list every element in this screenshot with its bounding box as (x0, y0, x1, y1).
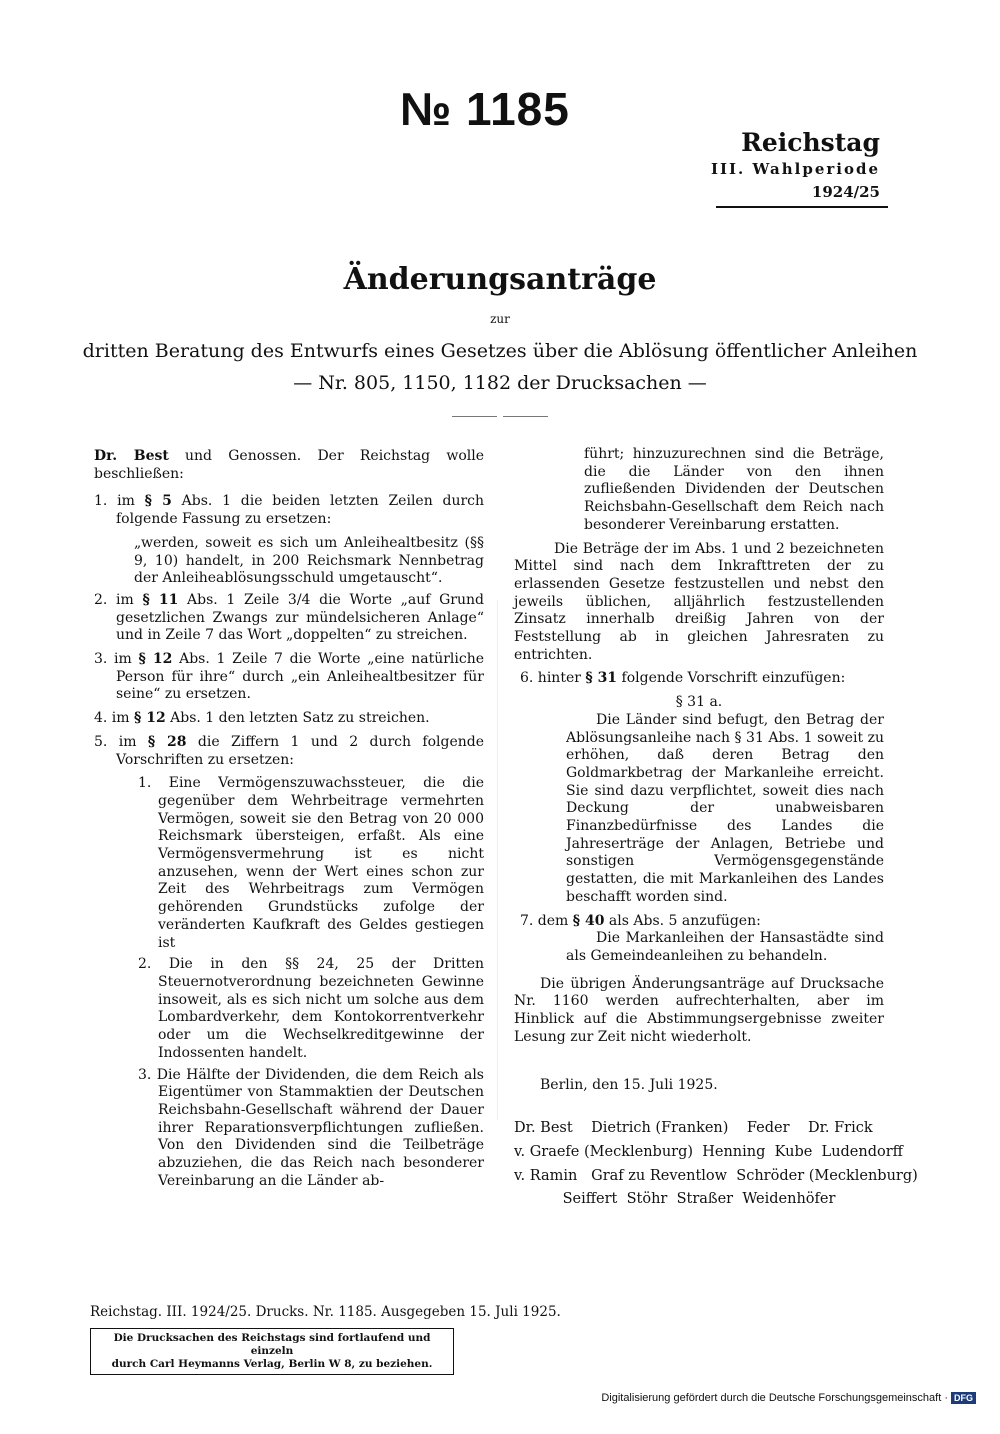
dfg-logo: DFG (951, 1392, 976, 1404)
item-text: die Ziffern 1 und 2 durch folgende Vorschriften zu ersetzen: (116, 733, 485, 768)
signature-line: Dr. Best Dietrich (Franken) Feder Dr. Frick (514, 1120, 873, 1137)
header-rule (716, 206, 888, 208)
amendment-item-7-quote: Die Markanleihen der Hansastädte sind als Gemeindeanleihen zu behandeln. (566, 930, 884, 964)
item-lead: 7. dem (520, 912, 573, 929)
signature-line: v. Ramin Graf zu Reventlow Schröder (Mecklenburg) (514, 1167, 918, 1184)
session-years: 1924/25 (811, 183, 880, 201)
signature-line: Seiffert Stöhr Straßer Weidenhöfer (562, 1191, 836, 1208)
amendment-item-1 (94, 493, 484, 528)
publisher-notice-line-2: durch Carl Heymanns Verlag, Berlin W 8, zu beziehen. (111, 1358, 433, 1370)
item-text: Abs. 1 Zeile 7 die Worte „eine natürliche Person für ihre“ durch „ein Anleihealtbesitzer für seine“ zu ersetzen. (116, 651, 485, 703)
column-divider (497, 600, 498, 1120)
sub-provision-1: 1. Eine Vermögenszuwachssteuer, die die gegenüber dem Wehrbeitrage vermehrten Vermögen, soweit sie den Betrag von 20 000 Reichsmark übersteigen, erfaßt. Als eine Vermögensvermehrung ist es nicht anzusehen, wenn der Wert eines schon zur Zeit des Wehrbeitrags zum Vermögen gehörenden Grundstücks zufolge der veränderten Kaufkraft des Geldes gestiegen ist (138, 775, 484, 951)
digitization-credit-text: Digitalisierung gefördert durch die Deutsche Forschungsgemeinschaft · (601, 1392, 948, 1404)
section-31a-text: Die Länder sind befugt, den Betrag der Ablösungsanleihe nach § 31 Abs. 1 soweit zu erhöhen, daß deren Betrag den Goldmarkbetrag der Markanleihe erreicht. Sie sind dazu verpflichtet, soweit dies nach Deckung der unabweisbaren Finanzbedürfnisse des Landes die Jahreserträge der Anlagen, Betriebe und sonstigen Vermögensgegenstände gestatten, die mit Markanleihen des Landes beschafft worden sind. (566, 711, 884, 905)
item-lead: 3. im (94, 651, 139, 668)
sub-provision-2: 2. Die in den §§ 24, 25 der Dritten Steuernotverordnung bezeichneten Gewinne insoweit, als es sich nicht um solche aus dem Lombardverkehr, dem Kontokorrentverkehr oder um die Wechselkreditgewinne der Indossenten handelt. (138, 956, 484, 1061)
amendment-item-5 (94, 734, 484, 769)
provision-continuation: führt; hinzuzurechnen sind die Beträge, die die Länder von den ihnen zufließenden Dividenden der Deutschen Reichsbahn-Gesellschaft dem Reich nach besonderer Vereinbarung erstatten. (584, 446, 884, 533)
amendment-item-6 (514, 670, 884, 688)
right-column (514, 446, 918, 1209)
publisher-notice-line-1: Die Drucksachen des Reichstags sind fortlaufend und einzeln (113, 1332, 431, 1357)
item-text: Abs. 1 den letzten Satz zu streichen. (165, 710, 430, 727)
closing-statement: Die übrigen Änderungsanträge auf Drucksache Nr. 1160 werden aufrechterhalten, aber im Hinblick auf die Abstimmungsergebnisse zweiter Lesung zur Zeit nicht wiederholt. (514, 975, 884, 1045)
legislative-period: III. Wahlperiode (710, 160, 880, 178)
separator-left (452, 416, 497, 417)
item-text: als Abs. 5 anzufügen: (604, 912, 761, 929)
section-ref: § 28 (147, 733, 187, 750)
motion-intro (94, 448, 484, 483)
section-ref: § 5 (144, 493, 172, 510)
amendment-item-4 (94, 710, 484, 728)
item-lead: 4. im (94, 710, 135, 727)
payment-paragraph: Die Beträge der im Abs. 1 und 2 bezeichneten Mittel sind nach dem Inkrafttreten der zu erlassenden Gesetze festzustellen und nebst den jeweils üblichen, alljährlich festzustellenden Zinsatz innerhalb dreißig Jahren von der Feststellung ab in gleichen Jahresraten zu entrichten. (514, 540, 884, 663)
item-text: folgende Vorschrift einzufügen: (617, 670, 846, 687)
amendment-item-2 (94, 592, 484, 645)
subtitle-line-1: dritten Beratung des Entwurfs eines Gesetzes über die Ablösung öffentlicher Anleihen (82, 340, 918, 362)
sub-provision-3: 3. Die Hälfte der Dividenden, die dem Reich als Eigentümer von Stammaktien der Deutschen Reichsbahn-Gesellschaft während der Dauer ihrer Reparationsverpflichtungen zufließen. Von den Dividenden sind die Teilbeträge abzuziehen, die das Reich nach besonderer Vereinbarung an die Länder ab- (138, 1066, 484, 1189)
motion-author: Dr. Best (94, 448, 169, 464)
motion-intro-text: und Genossen. Der Reichstag wolle beschließen: (94, 448, 484, 482)
section-ref: § 11 (142, 591, 179, 608)
document-number: № 1185 (400, 83, 570, 135)
digitization-credit (601, 1392, 976, 1404)
item-lead: 6. hinter (520, 670, 586, 687)
signature-line: v. Graefe (Mecklenburg) Henning Kube Ludendorff (514, 1143, 903, 1160)
separator-right (503, 416, 548, 417)
section-31a-heading: § 31 a. (675, 694, 723, 711)
left-column (94, 448, 484, 1194)
publisher-notice-box (90, 1328, 454, 1375)
amendment-item-3 (94, 651, 484, 704)
section-ref: § 40 (572, 912, 605, 929)
item-lead: 2. im (94, 591, 143, 608)
item-lead: 5. im (94, 733, 148, 750)
item-text: Abs. 1 Zeile 3/4 die Worte „auf Grund gesetzlichen Zwangs zur mündelsicheren Anlage“ und in Zeile 7 das Wort „doppelten“ zu streichen. (116, 591, 484, 644)
subtitle-line-2: — Nr. 805, 1150, 1182 der Drucksachen — (293, 372, 707, 394)
section-ref: § 12 (138, 651, 173, 668)
document-title: Änderungsanträge (343, 262, 657, 297)
footer-line: Reichstag. III. 1924/25. Drucks. Nr. 1185. Ausgegeben 15. Juli 1925. (90, 1304, 561, 1320)
amendment-item-7 (514, 913, 884, 931)
signature-block (514, 1120, 918, 1209)
item-text: Abs. 1 die beiden letzten Zeilen durch folgende Fassung zu ersetzen: (116, 493, 485, 528)
amendment-item-1-quote: „werden, soweit es sich um Anleihealtbesitz (§§ 9, 10) handelt, in 200 Reichsmark Nennbetrag der Anleiheablösungsschuld umgetauscht“. (134, 534, 484, 587)
section-ref: § 12 (134, 710, 166, 727)
section-ref: § 31 (585, 670, 618, 687)
chamber-name: Reichstag (741, 128, 880, 157)
item-lead: 1. im (94, 493, 145, 510)
place-and-date: Berlin, den 15. Juli 1925. (540, 1076, 718, 1093)
title-connector: zur (490, 312, 510, 326)
